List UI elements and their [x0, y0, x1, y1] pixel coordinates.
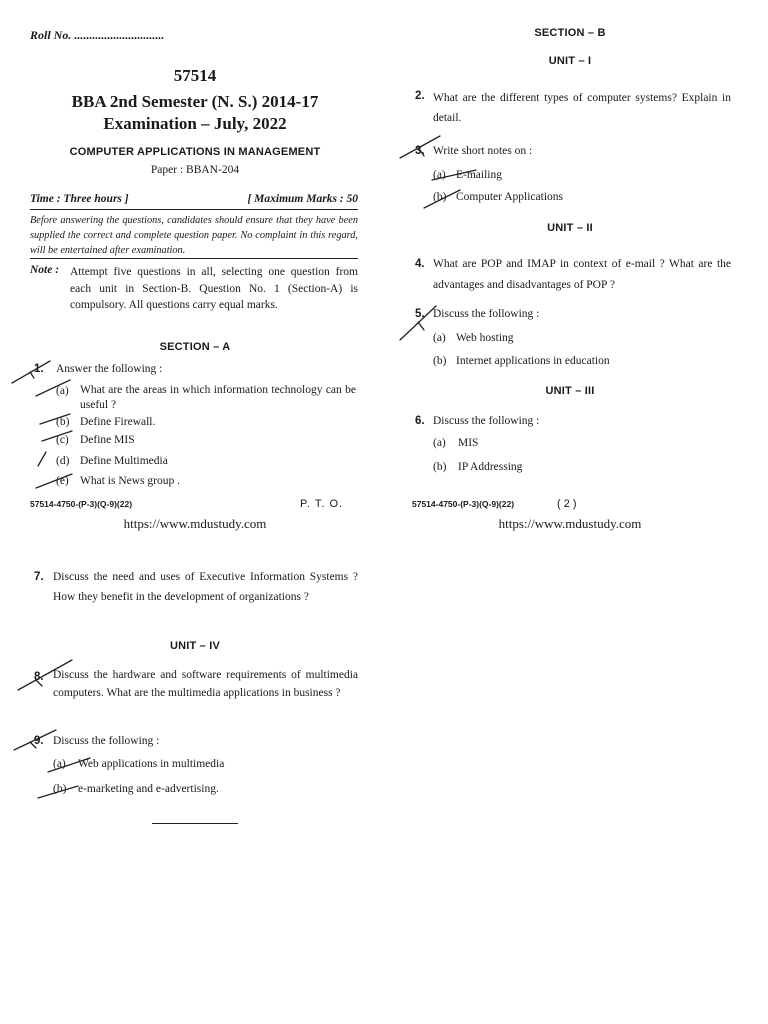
section-b-heading: SECTION – B — [534, 27, 606, 39]
section-a-heading: SECTION – A — [159, 341, 231, 353]
q3b-label: (b) — [433, 191, 447, 203]
q1c-label: (c) — [56, 434, 69, 446]
exam-title: Examination – July, 2022 — [103, 114, 287, 133]
q9b-label: (b) — [53, 783, 67, 795]
q5a-text: Web hosting — [456, 332, 514, 344]
footer-url-left: https://www.mdustudy.com — [123, 516, 267, 531]
q6b-label: (b) — [433, 461, 447, 473]
q8-number: 8. — [34, 671, 44, 683]
unit-1-heading: UNIT – I — [548, 55, 592, 67]
q9b-text: e-marketing and e-advertising. — [78, 783, 219, 795]
q1-text: Answer the following : — [56, 363, 163, 375]
q9a-text: Web applications in multimedia — [78, 758, 225, 770]
q7-number: 7. — [34, 571, 44, 583]
q4-number: 4. — [415, 258, 425, 270]
q2-number: 2. — [415, 90, 425, 102]
q8-text: Discuss the hardware and software requirements of multimedia computers. What are the multimedia applications in business ? — [53, 669, 358, 699]
instructions: Before answering the questions, candidates should ensure that they have been supplied the correct and complete question paper. No complaint in this regard, will be entertained after examination. — [30, 215, 358, 256]
footer-code-right: 57514-4750-(P-3)(Q-9)(22) — [412, 499, 515, 509]
page-number: ( 2 ) — [557, 498, 577, 510]
q4-text: What are POP and IMAP in context of e-mail ? What are the advantages and disadvantages of POP ? — [433, 258, 731, 291]
unit-3-heading: UNIT – III — [545, 385, 595, 397]
q1b-text: Define Firewall. — [80, 416, 156, 428]
q1-number: 1. — [34, 363, 44, 375]
q2-text: What are the different types of computer systems? Explain in detail. — [433, 92, 731, 124]
course-title: BBA 2nd Semester (N. S.) 2014-17 — [71, 92, 319, 111]
q6b-text: IP Addressing — [458, 461, 523, 473]
q9-number: 9. — [34, 735, 44, 747]
q5a-label: (a) — [433, 332, 446, 344]
header-divider — [30, 209, 358, 210]
q1b-label: (b) — [56, 416, 70, 428]
q7-text: Discuss the need and uses of Executive Information Systems ? How they benefit in the development of organizations ? — [53, 571, 358, 603]
q5b-text: Internet applications in education — [456, 355, 610, 367]
time-label: Time : Three hours ] — [30, 193, 129, 205]
q5b-label: (b) — [433, 355, 447, 367]
q1d-text: Define Multimedia — [80, 455, 168, 467]
q9a-label: (a) — [53, 758, 66, 770]
q3-number: 3. — [415, 145, 425, 157]
pto-label: P. T. O. — [300, 498, 344, 510]
max-marks: [ Maximum Marks : 50 — [247, 193, 358, 205]
instructions-divider — [30, 258, 358, 259]
q6a-label: (a) — [433, 437, 446, 449]
q3a-text: E-mailing — [456, 169, 502, 181]
end-of-paper-rule — [152, 823, 238, 824]
q6-number: 6. — [415, 415, 425, 427]
paper-number: Paper : BBAN-204 — [150, 164, 240, 176]
q6a-text: MIS — [458, 437, 479, 449]
q1a-label: (a) — [56, 385, 69, 397]
q6-text: Discuss the following : — [433, 415, 540, 427]
q1a-text: What are the areas in which information technology can be useful ? — [80, 384, 356, 411]
q3-text: Write short notes on : — [433, 145, 533, 157]
footer-code-left: 57514-4750-(P-3)(Q-9)(22) — [30, 499, 133, 509]
q5-text: Discuss the following : — [433, 308, 540, 320]
q1c-text: Define MIS — [80, 434, 135, 446]
unit-2-heading: UNIT – II — [547, 222, 593, 234]
subject-title: COMPUTER APPLICATIONS IN MANAGEMENT — [69, 146, 321, 158]
roll-no: Roll No. .............................. — [30, 28, 165, 42]
unit-4-heading: UNIT – IV — [169, 640, 221, 652]
q1e-label: (e) — [56, 475, 69, 487]
note-label: Note : — [30, 264, 60, 276]
q1e-text: What is News group . — [80, 475, 180, 487]
q1d-label: (d) — [56, 455, 70, 467]
q5-number: 5. — [415, 308, 425, 320]
q9-text: Discuss the following : — [53, 735, 160, 747]
q3b-text: Computer Applications — [456, 191, 564, 203]
footer-url-right: https://www.mdustudy.com — [498, 516, 642, 531]
note-text: Attempt five questions in all, selecting one question from each unit in Section-B. Question No. 1 (Section-A) is compulsory. All questions carry equal marks. — [70, 266, 358, 311]
paper-code: 57514 — [173, 66, 217, 85]
q3a-label: (a) — [433, 169, 446, 181]
